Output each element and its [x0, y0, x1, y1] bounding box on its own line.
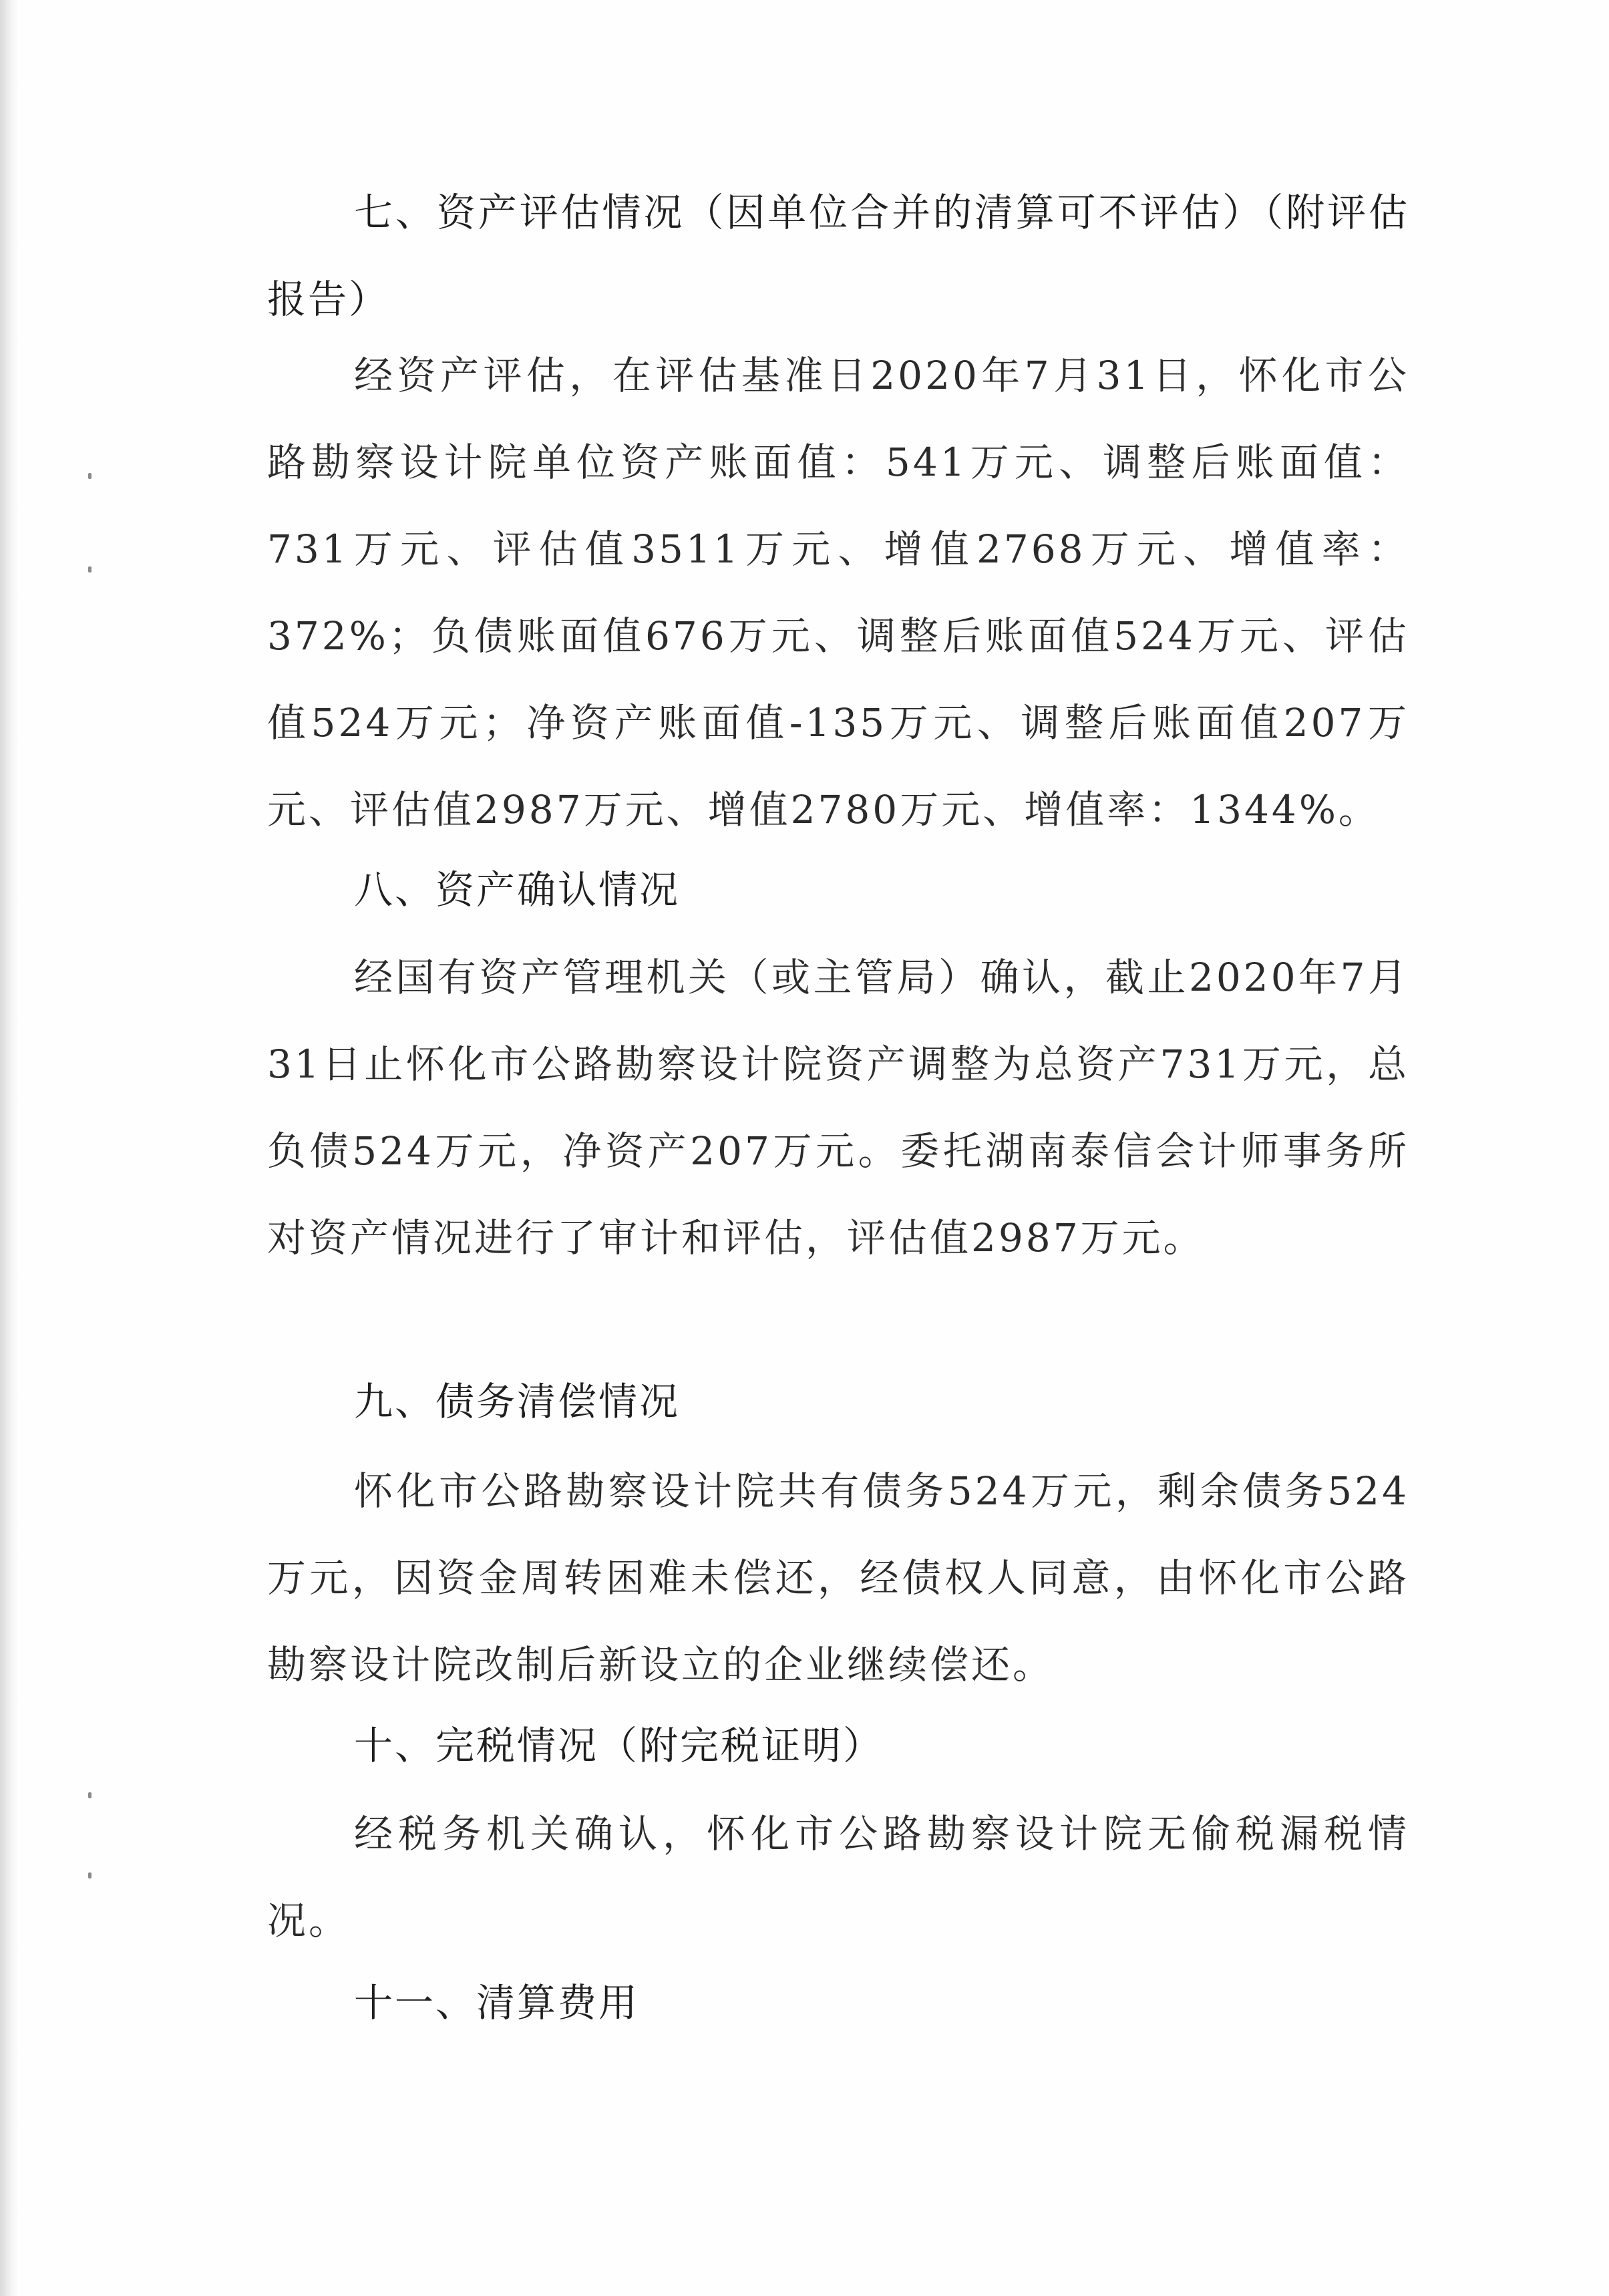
- section-9-paragraph: 怀化市公路勘察设计院共有债务524万元，剩余债务524万元，因资金周转困难未偿还，经债权人同意，由怀化市公路勘察设计院改制后新设立的企业继续偿还。: [267, 1468, 1409, 1687]
- section-7-paragraph: 经资产评估，在评估基准日2020年7月31日，怀化市公路勘察设计院单位资产账面值：541万元、调整后账面值：731万元、评估值3511万元、增值2768万元、增值率：372%；负债账面值676万元、调整后账面值524万元、评估值524万元；净资产账面值-135万元、调整后账面值207万元、评估值2987万元、增值2780万元、增值率：1344%。: [267, 353, 1409, 832]
- section-7-heading: 七、资产评估情况（因单位合并的清算可不评估）（附评估报告）: [267, 190, 1409, 322]
- section-9-heading: 九、债务清偿情况: [354, 1379, 681, 1424]
- scan-speck: [88, 566, 92, 572]
- scan-speck: [88, 1792, 92, 1798]
- scan-speck: [88, 1872, 92, 1878]
- section-11-heading: 十一、清算费用: [354, 1980, 640, 2025]
- section-8-heading: 八、资产确认情况: [354, 867, 681, 913]
- section-8-paragraph: 经国有资产管理机关（或主管局）确认，截止2020年7月31日止怀化市公路勘察设计院资产调整为总资产731万元，总负债524万元，净资产207万元。委托湖南泰信会计师事务所对资产情况进行了审计和评估，评估值2987万元。: [267, 955, 1409, 1261]
- scan-left-edge: [0, 0, 19, 2296]
- section-10-paragraph: 经税务机关确认，怀化市公路勘察设计院无偷税漏税情况。: [267, 1811, 1409, 1943]
- section-10-heading: 十、完税情况（附完税证明）: [354, 1723, 884, 1768]
- scan-speck: [88, 473, 92, 479]
